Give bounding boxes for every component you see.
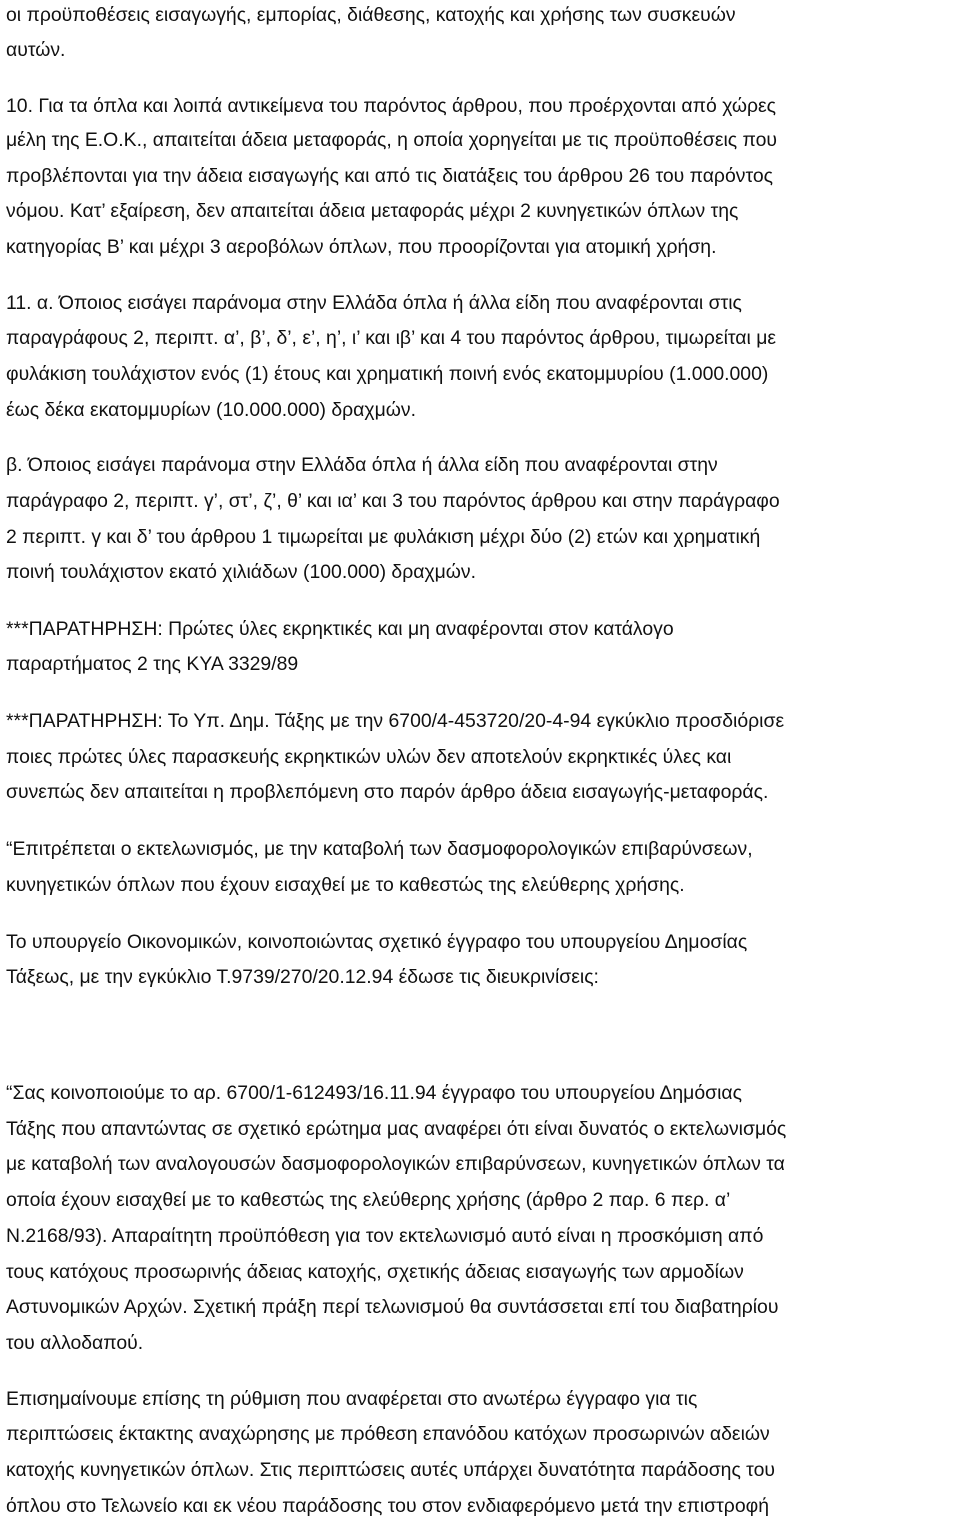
text-line: ***ΠΑΡΑΤΗΡΗΣΗ: Πρώτες ύλες εκρηκτικές και μη αναφέρονται στον κατάλογο [6, 618, 674, 640]
text-line: Τάξης που απαντώντας σε σχετικό ερώτημα μας αναφέρει ότι είναι δυνατός ο εκτελωνισμός [6, 1118, 787, 1140]
text-line: περιπτώσεις έκτακτης αναχώρησης με πρόθεση επανόδου κατόχων προσωρινών αδειών [6, 1423, 770, 1445]
text-line: παραγράφους 2, περιπτ. α’, β’, δ’, ε’, η’, ι’ και ιβ’ και 4 του παρόντος άρθρου, τιμωρείται με [6, 327, 777, 349]
text-line: “Επιτρέπεται ο εκτελωνισμός, με την καταβολή των δασμοφορολογικών επιβαρύνσεων, [6, 838, 753, 860]
text-line: Αστυνομικών Αρχών. Σχετική πράξη περί τελωνισμού θα συντάσσεται επί του διαβατηρίου [6, 1296, 779, 1318]
text-line: κατηγορίας Β’ και μέχρι 3 αεροβόλων όπλων, που προορίζονται για ατομική χρήση. [6, 236, 717, 258]
text-line: 11. α. Όποιος εισάγει παράνομα στην Ελλάδα όπλα ή άλλα είδη που αναφέρονται στις [6, 292, 742, 314]
text-line: Επισημαίνουμε επίσης τη ρύθμιση που αναφέρεται στο ανωτέρω έγγραφο για τις [6, 1388, 698, 1410]
text-line: μέλη της Ε.Ο.Κ., απαιτείται άδεια μεταφοράς, η οποία χορηγείται με τις προϋποθέσεις που [6, 129, 777, 151]
text-line: όπλου στο Τελωνείο και εκ νέου παράδοσης του στον ενδιαφερόμενο μετά την επιστροφή [6, 1495, 769, 1517]
text-line: νόμου. Κατ’ εξαίρεση, δεν απαιτείται άδεια μεταφοράς μέχρι 2 κυνηγετικών όπλων της [6, 200, 739, 222]
text-line: με καταβολή των αναλογουσών δασμοφορολογικών επιβαρύνσεων, κυνηγετικών όπλων τα [6, 1153, 785, 1175]
text-line: φυλάκιση τουλάχιστον ενός (1) έτους και χρηματική ποινή ενός εκατομμυρίου (1.000.000) [6, 363, 769, 385]
text-line: οποία έχουν εισαχθεί με το καθεστώς της ελεύθερης χρήσης (άρθρο 2 παρ. 6 περ. α’ [6, 1189, 731, 1211]
text-line: προβλέπονται για την άδεια εισαγωγής και από τις διατάξεις του άρθρου 26 του παρόντος [6, 165, 773, 187]
text-line: συνεπώς δεν απαιτείται η προβλεπόμενη στο παρόν άρθρο άδεια εισαγωγής-μεταφοράς. [6, 781, 769, 803]
text-line: παράγραφο 2, περιπτ. γ’, στ’, ζ’, θ’ και ια’ και 3 του παρόντος άρθρου και στην παράγραφο [6, 490, 780, 512]
text-line: παραρτήματος 2 της ΚΥΑ 3329/89 [6, 653, 299, 675]
text-line: Τάξεως, με την εγκύκλιο Τ.9739/270/20.12.94 έδωσε τις διευκρινίσεις: [6, 966, 599, 988]
text-line: Το υπουργείο Οικονομικών, κοινοποιώντας σχετικό έγγραφο του υπουργείου Δημοσίας [6, 931, 748, 953]
text-line: β. Όποιος εισάγει παράνομα στην Ελλάδα όπλα ή άλλα είδη που αναφέρονται στην [6, 454, 718, 476]
text-line: αυτών. [6, 39, 66, 61]
text-line: οι προϋποθέσεις εισαγωγής, εμπορίας, διάθεσης, κατοχής και χρήσης των συσκευών [6, 4, 736, 26]
text-line: κατοχής κυνηγετικών όπλων. Στις περιπτώσεις αυτές υπάρχει δυνατότητα παράδοσης του [6, 1459, 775, 1481]
text-line: Ν.2168/93). Απαραίτητη προϋπόθεση για τον εκτελωνισμό αυτό είναι η προσκόμιση από [6, 1225, 764, 1247]
text-line: έως δέκα εκατομμυρίων (10.000.000) δραχμών. [6, 399, 416, 421]
text-line: “Σας κοινοποιούμε το αρ. 6700/1-612493/16.11.94 έγγραφο του υπουργείου Δημόσιας [6, 1082, 742, 1104]
text-line: ποινή τουλάχιστον εκατό χιλιάδων (100.000) δραχμών. [6, 561, 477, 583]
text-line: κυνηγετικών όπλων που έχουν εισαχθεί με το καθεστώς της ελεύθερης χρήσης. [6, 874, 685, 896]
text-line: του αλλοδαπού. [6, 1332, 144, 1354]
text-line: 2 περιπτ. γ και δ’ του άρθρου 1 τιμωρείται με φυλάκιση μέχρι δύο (2) ετών και χρηματική [6, 526, 761, 548]
text-line: ***ΠΑΡΑΤΗΡΗΣΗ: Το Υπ. Δημ. Τάξης με την 6700/4-453720/20-4-94 εγκύκλιο προσδιόρισε [6, 710, 785, 732]
text-line: 10. Για τα όπλα και λοιπά αντικείμενα του παρόντος άρθρου, που προέρχονται από χώρες [6, 95, 777, 117]
text-line: ποιες πρώτες ύλες παρασκευής εκρηκτικών υλών δεν αποτελούν εκρηκτικές ύλες και [6, 746, 732, 768]
text-line: τους κατόχους προσωρινής άδειας κατοχής, σχετικής άδειας εισαγωγής των αρμοδίων [6, 1261, 744, 1283]
